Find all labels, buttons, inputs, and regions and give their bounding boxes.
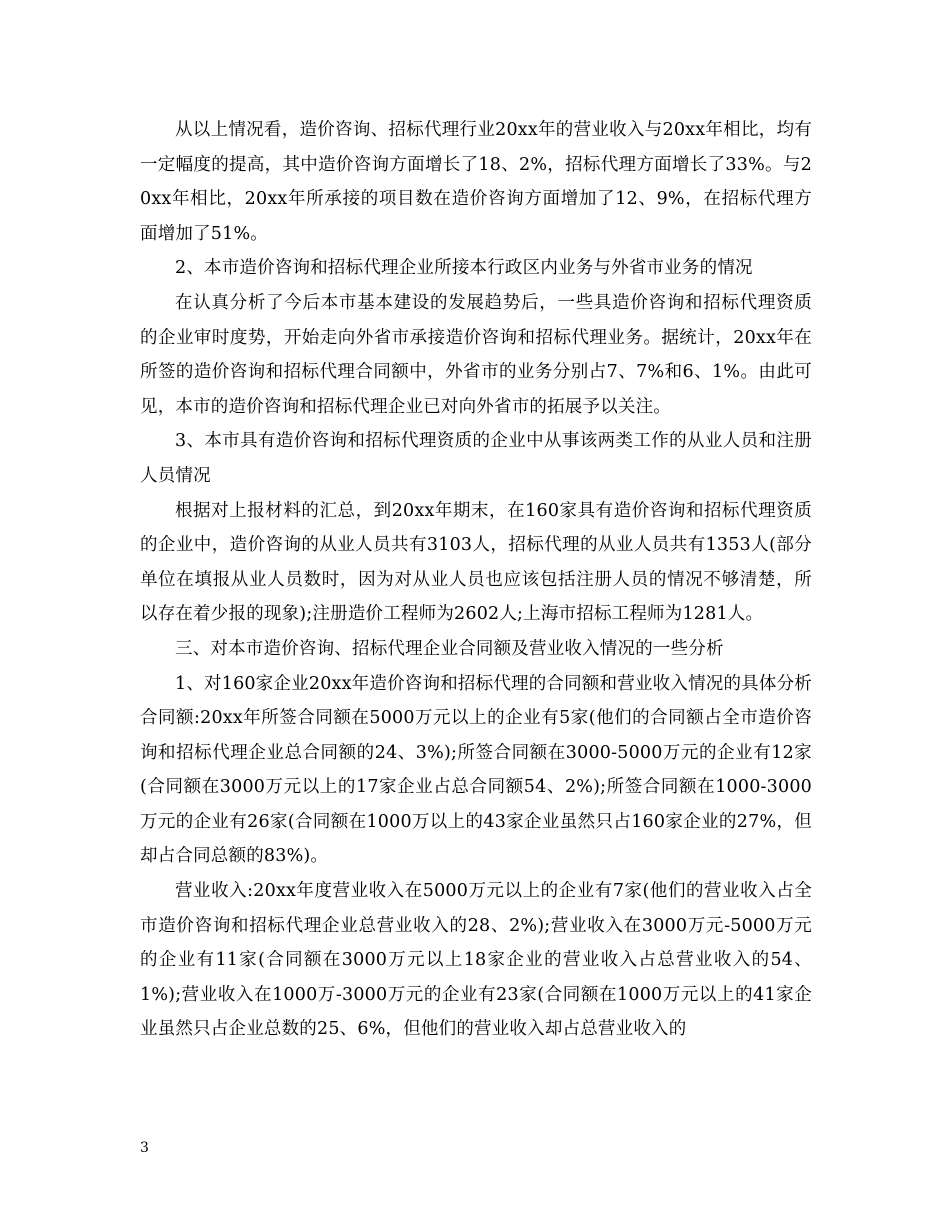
paragraph-revenue-analysis: 营业收入:20xx年度营业收入在5000万元以上的企业有7家(他们的营业收入占全市造价咨询和招标代理企业总营业收入的28、2%);营业收入在3000万元-5000万元的企业有11家(合同额在3000万元以上18家企业的营业收入占总营业收入的54、1%);营业收入在1000万-3000万元的企业有23家(合同额在1000万元以上的41家企业虽然只占企业总数的25、6%，但他们的营业收入却占总营业收入的 xyxy=(140,881,812,1040)
paragraph-contract-analysis: 1、对160家企业20xx年造价咨询和招标代理的合同额和营业收入情况的具体分析合同额:20xx年所签合同额在5000万元以上的企业有5家(他们的合同额占全市造价咨询和招标代理企业总合同额的24、3%);所签合同额在3000-5000万元的企业有12家(合同额在3000万元以上的17家企业占总合同额54、2%);所签合同额在1000-3000万元的企业有26家(合同额在1000万以上的43家企业虽然只占160家企业的27%，但却占合同总额的83%)。 xyxy=(140,673,812,867)
document-body xyxy=(140,113,812,1047)
paragraph-staff-statistics: 根据对上报材料的汇总，到20xx年期末，在160家具有造价咨询和招标代理资质的企业中，造价咨询的从业人员共有3103人，招标代理的从业人员共有1353人(部分单位在填报从业人员数时，因为对从业人员也应该包括注册人员的情况不够清楚，所以存在着少报的现象);注册造价工程师为2602人;上海市招标工程师为1281人。 xyxy=(140,500,812,625)
page-number: 3 xyxy=(140,1140,149,1156)
section-heading-3: 3、本市具有造价咨询和招标代理资质的企业中从事该两类工作的从业人员和注册人员情况 xyxy=(140,431,812,486)
section-heading-2: 2、本市造价咨询和招标代理企业所接本行政区内业务与外省市业务的情况 xyxy=(175,258,753,279)
paragraph-growth-summary: 从以上情况看，造价咨询、招标代理行业20xx年的营业收入与20xx年相比，均有一定幅度的提高，其中造价咨询方面增长了18、2%，招标代理方面增长了33%。与20xx年相比，20xx年所承接的项目数在造价咨询方面增加了12、9%，在招标代理方面增加了51%。 xyxy=(140,120,812,244)
chapter-heading-3: 三、对本市造价咨询、招标代理企业合同额及营业收入情况的一些分析 xyxy=(175,638,724,659)
paragraph-external-business: 在认真分析了今后本市基本建设的发展趋势后，一些具造价咨询和招标代理资质的企业审时度势，开始走向外省市承接造价咨询和招标代理业务。据统计，20xx年在所签的造价咨询和招标代理合同额中，外省市的业务分别占7、7%和6、1%。由此可见，本市的造价咨询和招标代理企业已对向外省市的拓展予以关注。 xyxy=(140,292,812,417)
